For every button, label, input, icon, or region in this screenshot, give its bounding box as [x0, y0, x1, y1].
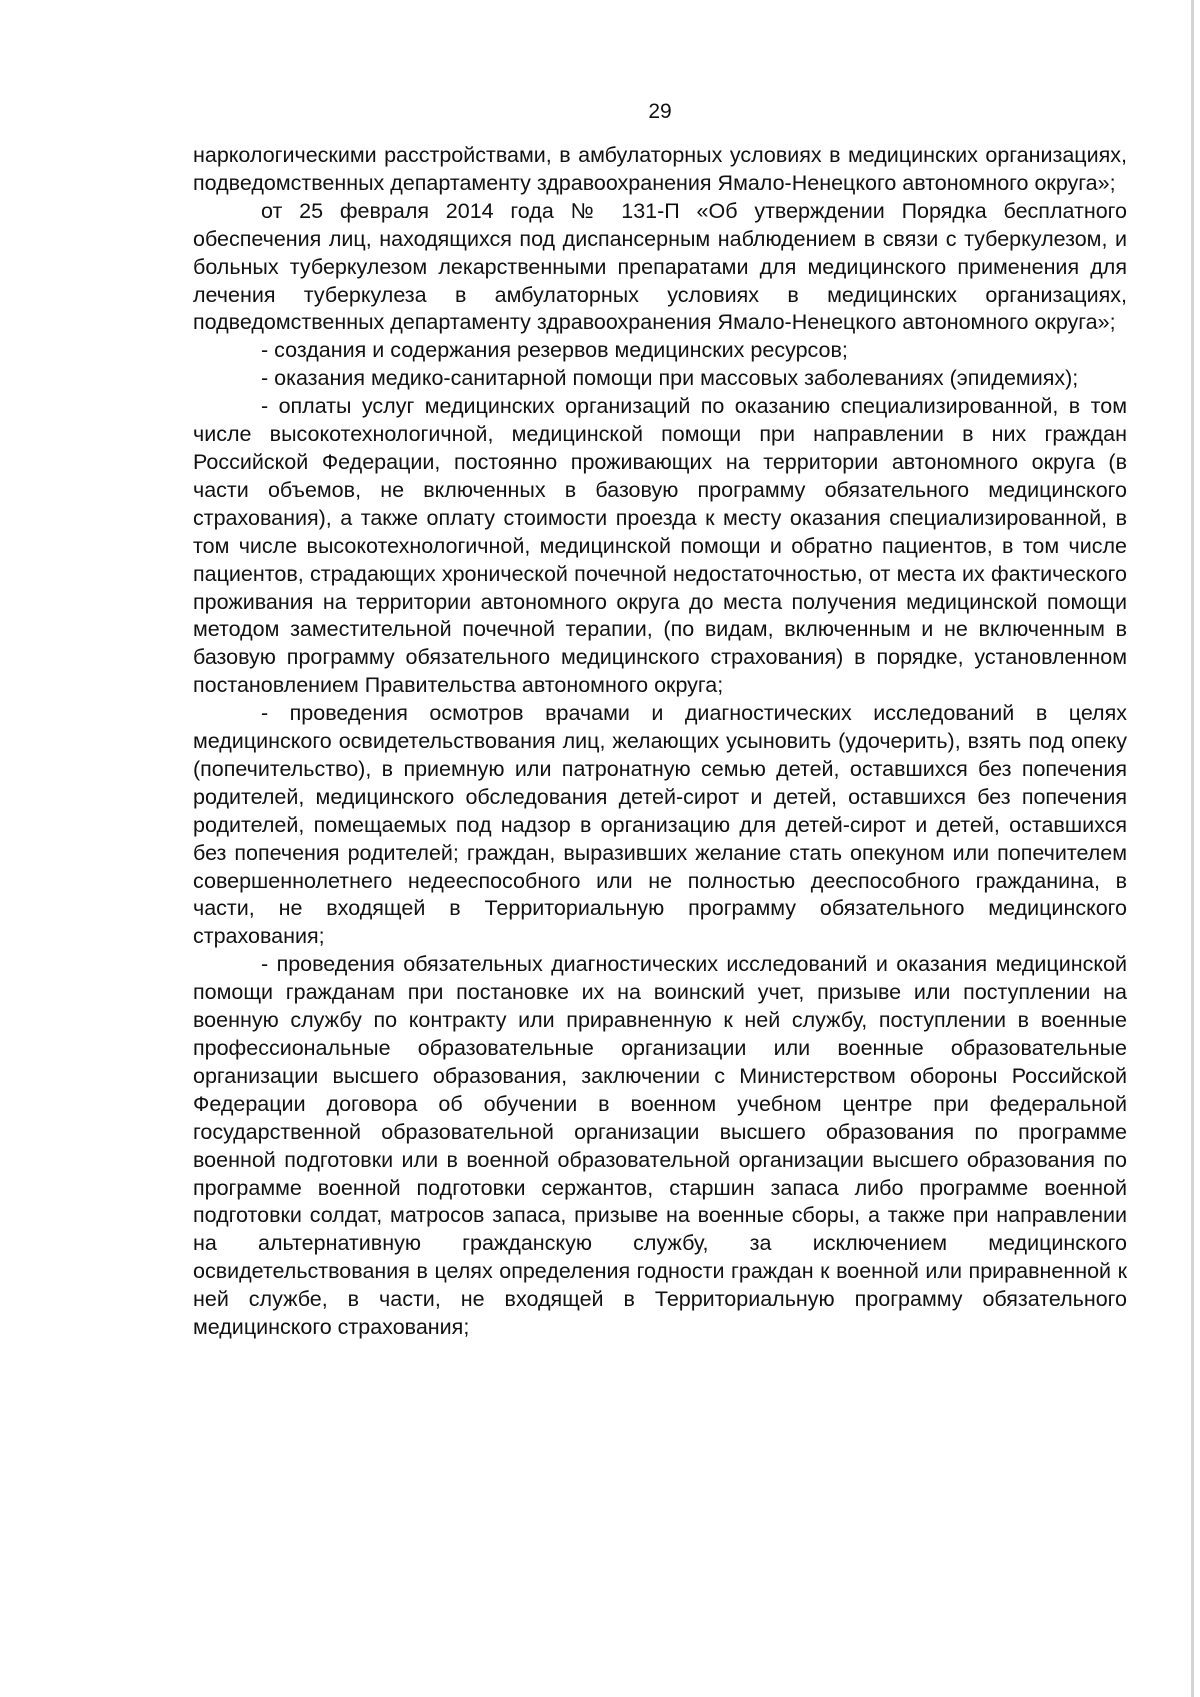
document-body — [193, 142, 1127, 1342]
paragraph-decree-131p: от 25 февраля 2014 года № 131-П «Об утверждении Порядка бесплатного обеспечения лиц, находящихся под диспансерным наблюдением в связи с туберкулезом, и больных туберкулезом лекарственными препаратами для медицинского применения для лечения туберкулеза в амбулаторных условиях в медицинских организациях, подведомственных департаменту здравоохранения Ямало-Ненецкого автономного округа»; — [193, 198, 1127, 335]
paragraph-reserves: - создания и содержания резервов медицинских ресурсов; — [261, 338, 848, 363]
paragraph-epidemics: - оказания медико-санитарной помощи при массовых заболеваниях (эпидемиях); — [261, 366, 1079, 391]
paragraph-continuation: наркологическими расстройствами, в амбулаторных условиях в медицинских организациях, подведомственных департаменту здравоохранения Ямало-Ненецкого автономного округа»; — [193, 143, 1127, 195]
paragraph-adoption-exams: - проведения осмотров врачами и диагностических исследований в целях медицинского освидетельствования лиц, желающих усыновить (удочерить), взять под опеку (попечительство), в приемную или патронатную семью детей, оставшихся без попечения родителей, медицинского обследования детей-сирот и детей, оставшихся без попечения родителей, помещаемых под надзор в организацию для детей-сирот и детей, оставшихся без попечения родителей; граждан, выразивших желание стать опекуном или попечителем совершеннолетнего недееспособного или не полностью дееспособного гражданина, в части, не входящей в Территориальную программу обязательного медицинского страхования; — [193, 701, 1127, 949]
paragraph-specialized-care: - оплаты услуг медицинских организаций по оказанию специализированной, в том числе высокотехнологичной, медицинской помощи при направлении в них граждан Российской Федерации, постоянно проживающих на территории автономного округа (в части объемов, не включенных в базовую программу обязательного медицинского страхования), а также оплату стоимости проезда к месту оказания специализированной, в том числе высокотехнологичной, медицинской помощи и обратно пациентов, в том числе пациентов, страдающих хронической почечной недостаточностью, от места их фактического проживания на территории автономного округа до места получения медицинской помощи методом заместительной почечной терапии, (по видам, включенным и не включенным в базовую программу обязательного медицинского страхования) в порядке, установленном постановлением Правительства автономного округа; — [193, 394, 1127, 698]
paragraph-military-exams: - проведения обязательных диагностических исследований и оказания медицинской помощи гражданам при постановке их на воинский учет, призыве или поступлении на военную службу по контракту или приравненную к ней службу, поступлении в военные профессиональные образовательные организации или военные образовательные организации высшего образования, заключении с Министерством обороны Российской Федерации договора об обучении в военном учебном центре при федеральной государственной образовательной организации высшего образования по программе военной подготовки или в военной образовательной организации высшего образования по программе военной подготовки сержантов, старшин запаса либо программе военной подготовки солдат, матросов запаса, призыве на военные сборы, а также при направлении на альтернативную гражданскую службу, за исключением медицинского освидетельствования в целях определения годности граждан к военной или приравненной к ней службе, в части, не входящей в Территориальную программу обязательного медицинского страхования; — [193, 952, 1127, 1340]
page-number: 29 — [648, 100, 672, 123]
page-edge-shadow — [1191, 0, 1194, 1697]
